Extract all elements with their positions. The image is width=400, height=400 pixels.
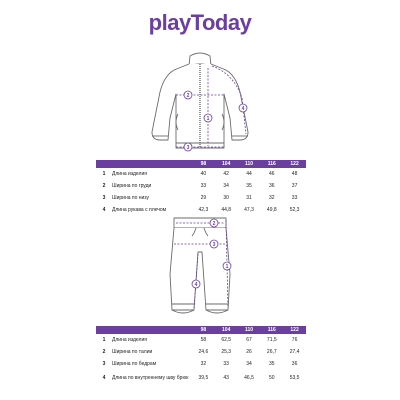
pants-marker-2: 2 [212, 220, 216, 227]
size-header: 122 [290, 327, 299, 333]
jacket-marker-4: 4 [241, 105, 245, 112]
table-row [96, 168, 306, 180]
row-label: Ширина по низу [112, 195, 150, 201]
row-number: 4 [102, 207, 106, 213]
table-cell: 62,5 [221, 337, 232, 343]
table-cell: 43 [223, 375, 229, 381]
row-label: Длина рукава с плечом [112, 207, 167, 213]
table-cell: 37 [291, 183, 298, 189]
table-cell: 36 [291, 361, 298, 367]
jacket-marker-3: 3 [186, 144, 190, 151]
jacket-diagram [130, 48, 270, 160]
size-header: 104 [222, 161, 231, 167]
table-cell: 46 [269, 171, 275, 177]
table-cell: 53,5 [289, 375, 300, 381]
row-number: 4 [102, 375, 106, 381]
jacket-size-table [96, 160, 306, 216]
table-cell: 46,5 [244, 375, 254, 381]
row-number: 2 [102, 183, 106, 189]
table-cell: 48 [291, 171, 298, 177]
row-number: 1 [102, 337, 106, 343]
table-cell: 33 [200, 183, 207, 189]
table-cell: 31 [246, 195, 252, 201]
size-header: 110 [244, 161, 254, 167]
table-cell: 58 [200, 337, 207, 343]
row-label: Ширина по груди [112, 183, 152, 189]
table-cell: 32 [269, 195, 275, 201]
table-cell: 30 [223, 195, 229, 201]
size-header: 116 [267, 161, 276, 167]
row-label: Длина по внутреннему шву брюк [112, 375, 189, 381]
pants-marker-3: 3 [212, 241, 216, 248]
table-row [96, 346, 306, 358]
table-cell: 26,7 [266, 349, 277, 355]
size-header: 98 [200, 327, 207, 333]
jacket-marker-2: 2 [186, 92, 190, 99]
size-header: 104 [222, 327, 231, 333]
table-cell: 67 [246, 337, 252, 343]
row-number: 3 [102, 361, 106, 367]
table-cell: 32 [200, 361, 207, 367]
table-cell: 50 [269, 375, 275, 381]
table-cell: 35 [246, 183, 252, 189]
row-label: Длина изделия [112, 171, 147, 177]
row-number: 2 [102, 349, 106, 355]
table-cell: 39,5 [198, 375, 209, 381]
row-label: Длина изделия [112, 337, 147, 343]
brand-logo: playToday [148, 10, 252, 35]
table-row [96, 370, 306, 386]
table-row [96, 334, 306, 346]
jacket-marker-1: 1 [206, 115, 210, 122]
table-cell: 76 [291, 337, 298, 343]
table-cell: 34 [223, 183, 229, 189]
row-label: Ширина по бедрам [112, 361, 157, 367]
table-cell: 26 [246, 349, 252, 355]
pants-marker-1: 1 [225, 263, 229, 270]
table-cell: 34 [246, 361, 252, 367]
table-cell: 40 [200, 171, 207, 177]
table-cell: 49,8 [266, 207, 277, 213]
size-header: 116 [267, 327, 276, 333]
table-cell: 71,5 [266, 337, 277, 343]
row-number: 1 [102, 171, 106, 177]
table-cell: 33 [291, 195, 298, 201]
table-cell: 36 [269, 183, 275, 189]
table-cell: 44,8 [221, 207, 232, 213]
size-header: 98 [200, 161, 207, 167]
pants-diagram [130, 214, 270, 326]
row-number: 3 [102, 195, 106, 201]
table-row [96, 358, 306, 370]
table-cell: 35 [269, 361, 275, 367]
table-row [96, 180, 306, 192]
table-cell: 47,3 [244, 207, 254, 213]
table-row [96, 192, 306, 204]
table-cell: 27,4 [289, 349, 300, 355]
table-cell: 33 [223, 361, 229, 367]
table-cell: 42 [223, 171, 229, 177]
pants-table-header [96, 326, 306, 334]
jacket-table-header [96, 160, 306, 168]
row-label: Ширина по талии [112, 349, 153, 355]
size-header: 110 [244, 327, 254, 333]
pants-size-table [96, 326, 306, 386]
table-cell: 24,6 [198, 349, 209, 355]
pants-marker-4: 4 [194, 281, 198, 288]
table-cell: 42,3 [198, 207, 209, 213]
size-header: 122 [290, 161, 299, 167]
table-cell: 52,3 [289, 207, 300, 213]
table-cell: 25,3 [221, 349, 232, 355]
table-cell: 29 [200, 195, 207, 201]
table-cell: 44 [246, 171, 252, 177]
